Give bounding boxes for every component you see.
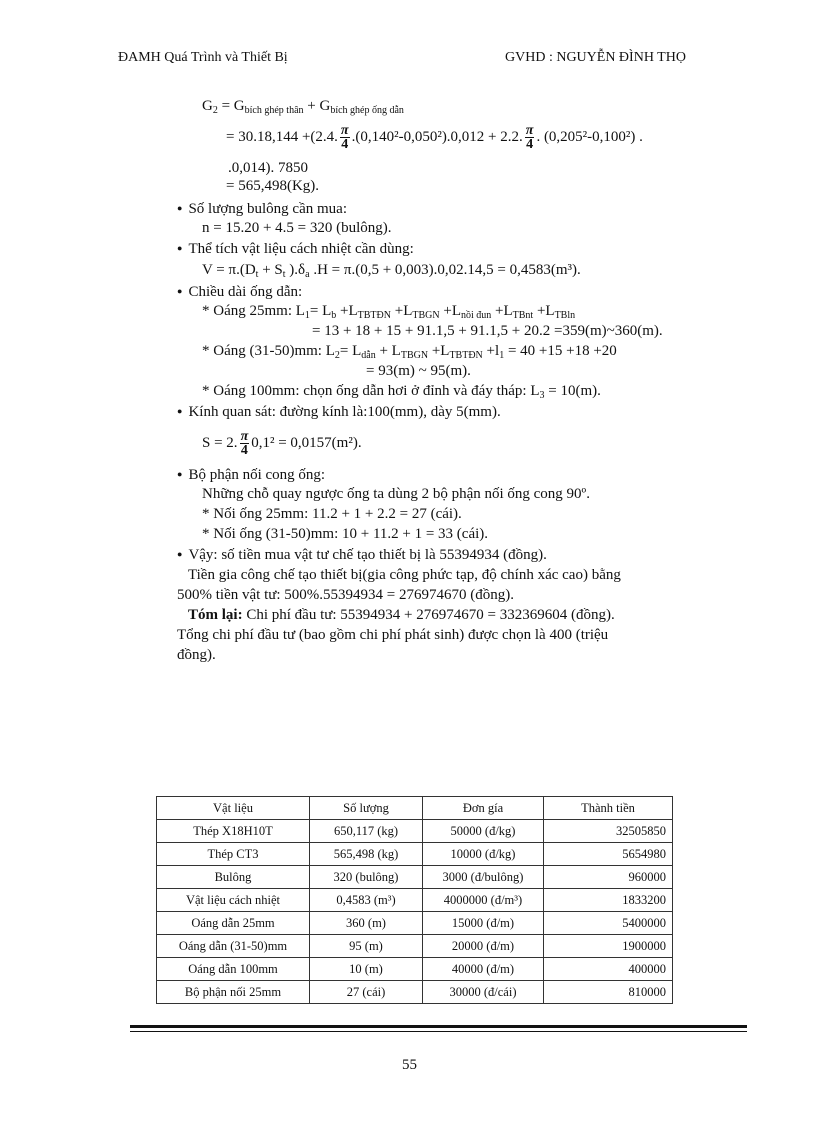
l2-sub: TBGN xyxy=(400,350,429,361)
g2-line-1 xyxy=(202,97,404,120)
cell: 10000 (đ/kg) xyxy=(423,843,544,866)
table-row xyxy=(157,843,673,866)
summary-line-2: 500% tiền vật tư: 500%.55394934 = 276974670 (đồng). xyxy=(177,587,514,603)
cell: Thép X18H10T xyxy=(157,820,310,843)
cell: 1900000 xyxy=(544,935,673,958)
ins-sub: a xyxy=(305,269,310,280)
g2-line2b: .(0,140²-0,050²).0,012 + 2.2. xyxy=(351,128,523,145)
cell: 5654980 xyxy=(544,843,673,866)
l3-text: * Oáng 100mm: chọn ống dẫn hơi ở đỉnh và đáy tháp: L xyxy=(202,383,540,399)
page-number: 55 xyxy=(402,1057,417,1073)
cell: 32505850 xyxy=(544,820,673,843)
l2-sub: TBTĐN xyxy=(449,350,483,361)
l1-prefix: * Oáng 25mm: L xyxy=(202,303,305,319)
l2-tail: = 40 +15 +18 +20 xyxy=(504,343,617,359)
g2-line-3: .0,014). 7850 xyxy=(228,160,308,176)
elbow-title: ● Bộ phận nối cong ống: xyxy=(177,466,325,486)
g2-sub: 2 xyxy=(212,105,218,116)
pipe-l2-line: * Oáng (31-50)mm: $L_2= L_{dẫn} + L_{TBGN} +L_{TBTĐN} +l_1 = 40 +15 +18 +20$ xyxy=(202,343,617,361)
cell: 3000 (đ/bulông) xyxy=(423,866,544,889)
materials-table xyxy=(156,796,673,1004)
bolts-title: ● Số lượng bulông cần mua: xyxy=(177,200,347,220)
summary-line-1: Tiền gia công chế tạo thiết bị(gia công phức tạp, độ chính xác cao) bằng xyxy=(188,567,621,583)
pipe-l1-line: * Oáng 25mm: $L_1= L_b +L_{TBTĐN} +L_{TBGN} +L_{nồi đun} +L_{TBnt} +L_{TBln}$ xyxy=(202,303,576,321)
ins-sub: t xyxy=(282,269,286,280)
footer-rule-thick xyxy=(130,1025,747,1028)
glass-formula xyxy=(202,430,362,457)
frac-num: π xyxy=(525,123,534,138)
cell: 10 (m) xyxy=(310,958,423,981)
summary-line-5: đồng). xyxy=(177,647,216,663)
table-row xyxy=(157,912,673,935)
frac-den: 4 xyxy=(240,443,248,458)
l1-sub: nồi đun xyxy=(460,310,492,321)
col-header: Số lượng xyxy=(310,797,423,820)
pipe-l3-line xyxy=(202,382,601,405)
elbow-31-50mm: * Nối ống (31-50)mm: 10 + 11.2 + 1 = 33 (cái). xyxy=(202,526,489,542)
ins-part: V = π.(D xyxy=(202,262,256,278)
col-header: Đơn gía xyxy=(423,797,544,820)
g2-eq: = G xyxy=(217,98,245,114)
cell: 650,117 (kg) xyxy=(310,820,423,843)
summary-line-3 xyxy=(188,606,615,625)
insulation-formula xyxy=(202,261,581,284)
footer-rule-thin xyxy=(130,1031,747,1032)
cell: 15000 (đ/m) xyxy=(423,912,544,935)
cell: 960000 xyxy=(544,866,673,889)
pipe-l1-result: = 13 + 18 + 15 + 91.1,5 + 91.1,5 + 20.2 =359(m)~360(m). xyxy=(312,323,663,339)
cell: 360 (m) xyxy=(310,912,423,935)
bolts-formula: n = 15.20 + 4.5 = 320 (bulông). xyxy=(202,220,392,236)
insulation-title: ● Thể tích vật liệu cách nhiệt cần dùng: xyxy=(177,240,414,260)
l1-sub: TBln xyxy=(554,310,576,321)
frac-num: π xyxy=(240,429,249,444)
glass-a: S = 2. xyxy=(202,434,238,451)
cell: Oáng dẫn 25mm xyxy=(157,912,310,935)
frac-den: 4 xyxy=(341,137,349,152)
g2-line-4: = 565,498(Kg). xyxy=(226,178,320,194)
cell: 320 (bulông) xyxy=(310,866,423,889)
l1-eq: = L xyxy=(309,303,332,319)
cell: 565,498 (kg) xyxy=(310,843,423,866)
summary-bold: Tóm lại: xyxy=(188,607,243,623)
summary-bullet: ● Vậy: số tiền mua vật tư chế tạo thiết bị là 55394934 (đồng). xyxy=(177,546,547,566)
l2-eq: = L xyxy=(339,343,362,359)
summary-l3: Chi phí đầu tư: 55394934 + 276974670 = 332369604 (đồng). xyxy=(242,607,615,623)
g2-plus: + G xyxy=(303,98,331,114)
cell: 95 (m) xyxy=(310,935,423,958)
elbow-25mm: * Nối ống 25mm: 11.2 + 1 + 2.2 = 27 (cái). xyxy=(202,506,462,522)
cell: 5400000 xyxy=(544,912,673,935)
ins-part: + S xyxy=(258,262,283,278)
l1-sub: TBnt xyxy=(512,310,534,321)
cell: Bulông xyxy=(157,866,310,889)
table-row xyxy=(157,958,673,981)
table-row xyxy=(157,935,673,958)
g2-line-2 xyxy=(226,124,643,151)
frac-num: π xyxy=(340,123,349,138)
cell: 50000 (đ/kg) xyxy=(423,820,544,843)
col-header: Vật liệu xyxy=(157,797,310,820)
glass-title: ● Kính quan sát: đường kính là:100(mm), dày 5(mm). xyxy=(177,403,501,423)
g2-sub2: bích ghép ống dẫn xyxy=(330,105,404,116)
pi-over-4-fraction xyxy=(240,430,250,457)
summary-line-4: Tổng chi phí đầu tư (bao gồm chi phí phát sinh) được chọn là 400 (triệu xyxy=(177,627,609,643)
frac-den: 4 xyxy=(526,137,534,152)
pipes-title: ● Chiều dài ống dẫn: xyxy=(177,283,302,303)
l1-sub: TBTĐN xyxy=(357,310,391,321)
cell: 30000 (đ/cái) xyxy=(423,981,544,1004)
header-right: GVHD : NGUYỄN ĐÌNH THỌ xyxy=(505,50,686,65)
table-row xyxy=(157,889,673,912)
cell: Oáng dẫn (31-50)mm xyxy=(157,935,310,958)
l2-sub: 2 xyxy=(334,350,340,361)
l2-sub: 1 xyxy=(499,350,505,361)
pipe-l2-result: = 93(m) ~ 95(m). xyxy=(366,363,471,379)
cell: 40000 (đ/m) xyxy=(423,958,544,981)
l1-sub: b xyxy=(331,310,337,321)
cell: 20000 (đ/m) xyxy=(423,935,544,958)
l1-sub: TBGN xyxy=(412,310,440,321)
ins-sub: t xyxy=(255,269,259,280)
g2-sub1: bích ghép thân xyxy=(244,105,304,116)
cell: 0,4583 (m³) xyxy=(310,889,423,912)
ins-part: ).δ xyxy=(285,262,306,278)
elbow-desc: Những chỗ quay ngược ống ta dùng 2 bộ phận nối ống cong 90º. xyxy=(202,486,590,502)
pi-over-4-fraction xyxy=(340,124,350,151)
g2-symbol: G xyxy=(202,98,213,114)
g2-line2a: = 30.18,144 +(2.4. xyxy=(226,128,338,145)
l2-sub: dẫn xyxy=(361,350,376,361)
cell: Thép CT3 xyxy=(157,843,310,866)
header-left: ĐAMH Quá Trình và Thiết Bị xyxy=(118,50,288,65)
table-row xyxy=(157,820,673,843)
l2-prefix: * Oáng (31-50)mm: L xyxy=(202,343,335,359)
l3-tail: = 10(m). xyxy=(544,383,601,399)
cell: 400000 xyxy=(544,958,673,981)
cell: Vật liệu cách nhiệt xyxy=(157,889,310,912)
table-row xyxy=(157,981,673,1004)
glass-b: 0,1² = 0,0157(m²). xyxy=(251,434,362,451)
cell: Oáng dẫn 100mm xyxy=(157,958,310,981)
cell: Bộ phận nối 25mm xyxy=(157,981,310,1004)
l3-sub: 3 xyxy=(539,390,545,401)
ins-part: .H = π.(0,5 + 0,003).0,02.14,5 = 0,4583(m³). xyxy=(309,262,581,278)
g2-line2c: . (0,205²-0,100²) . xyxy=(536,128,643,145)
cell: 4000000 (đ/m³) xyxy=(423,889,544,912)
table-row xyxy=(157,866,673,889)
table-header-row xyxy=(157,797,673,820)
l1-sub: 1 xyxy=(304,310,310,321)
col-header: Thành tiền xyxy=(544,797,673,820)
cell: 27 (cái) xyxy=(310,981,423,1004)
cell: 810000 xyxy=(544,981,673,1004)
pi-over-4-fraction xyxy=(525,124,535,151)
cell: 1833200 xyxy=(544,889,673,912)
